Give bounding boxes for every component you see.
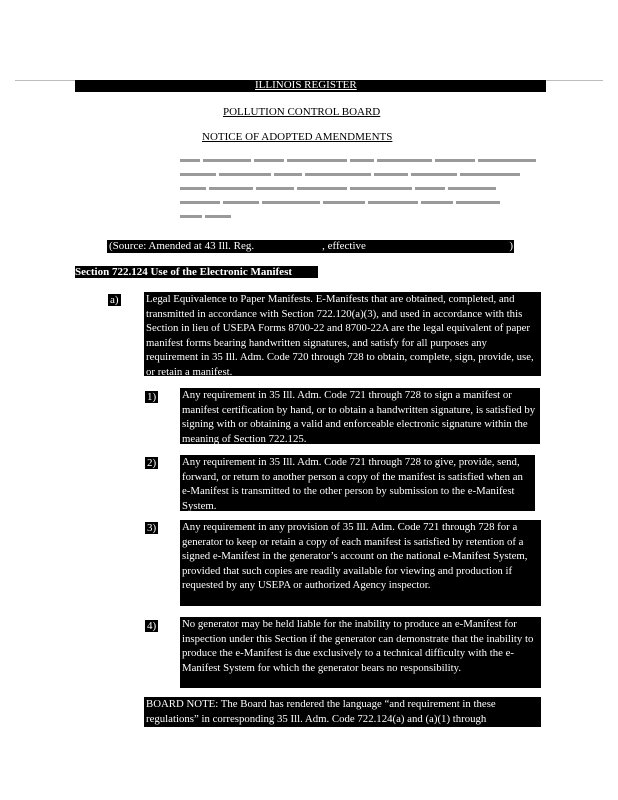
item-1-label: 1) (147, 391, 157, 403)
illegible-text-block (180, 155, 540, 225)
item-3-label: 3) (147, 522, 157, 534)
agency-title: POLLUTION CONTROL BOARD (223, 106, 381, 118)
item-3-text: Any requirement in any provision of 35 Ill. Adm. Code 721 through 728 for a generator to keep or retain a copy of each manifest is satisfied by retention of a signed e-Manifest in the generator’s account on the national e-Manifest System, provided that such copies are readily available for viewing and production if requested by any USEPA or authorized Agency inspector. (180, 520, 541, 606)
item-4-text: No generator may be held liable for the inability to produce an e-Manifest for inspection under this Section if the generator can demonstrate that the inability to produce the e-Manifest is due exclusively to a technical difficulty with the e-Manifest System for which the generator bears no responsibility. (180, 617, 541, 688)
source-prefix: (Source: Amended at 43 Ill. Reg. (109, 240, 255, 252)
register-title: ILLINOIS REGISTER (255, 79, 357, 91)
notice-title: NOTICE OF ADOPTED AMENDMENTS (202, 131, 393, 143)
source-suffix: ) (509, 240, 513, 252)
source-effective: , effective (322, 240, 366, 252)
item-2-text: Any requirement in 35 Ill. Adm. Code 721 through 728 to give, provide, send, forward, or return to another person a copy of the manifest is satisfied when an e-Manifest is transmitted to the other person by submission to the e-Manifest System. (180, 455, 535, 511)
board-note: BOARD NOTE: The Board has rendered the language “and requirement in these regulations” in corresponding 35 Ill. Adm. Code 722.124(a) and (a)(1) through (144, 697, 541, 727)
section-heading: Section 722.124 Use of the Electronic Manifest (75, 266, 318, 278)
register-header (75, 80, 546, 92)
item-1-text: Any requirement in 35 Ill. Adm. Code 721 through 728 to sign a manifest or manifest certification by hand, or to obtain a handwritten signature, is satisfied by signing with or obtaining a valid and enforceable electronic signature within the meaning of Section 722.125. (180, 388, 540, 444)
item-4-label: 4) (147, 620, 157, 632)
subsection-a-text: Legal Equivalence to Paper Manifests. E-Manifests that are obtained, completed, and transmitted in accordance with Section 722.120(a)(3), and used in accordance with this Section in lieu of USEPA Forms 8700-22 and 8700-22A are the legal equivalent of paper manifest forms bearing handwritten signatures, and satisfy for all purposes any requirement in 35 Ill. Adm. Code 720 through 728 to obtain, complete, sign, provide, use, or retain a manifest. (144, 292, 541, 376)
source-note (107, 240, 514, 253)
subsection-a-label: a) (110, 294, 119, 306)
item-2-label: 2) (147, 457, 157, 469)
